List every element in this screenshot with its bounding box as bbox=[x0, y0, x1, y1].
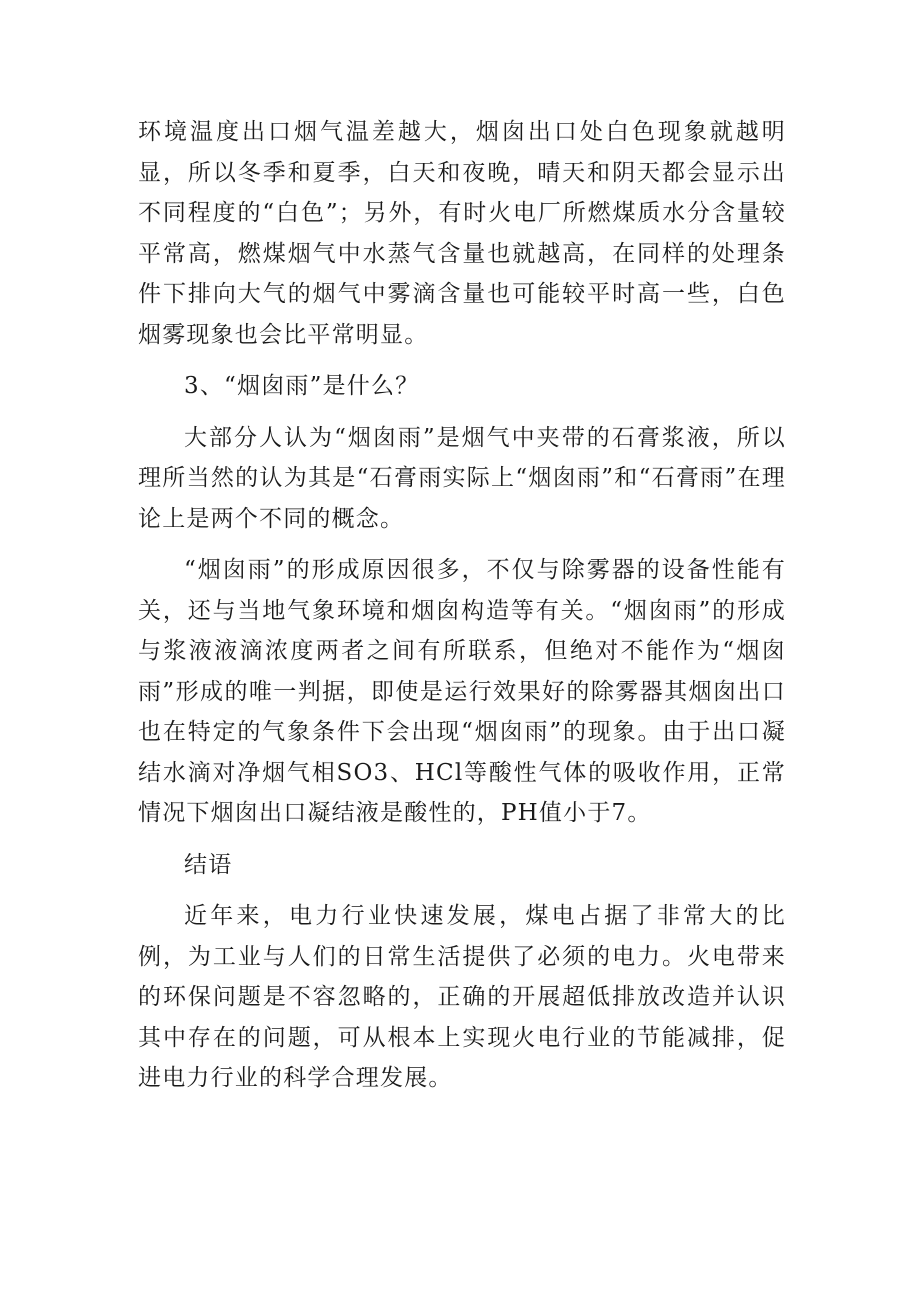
section-heading-chimney-rain: 3、“烟囱雨”是什么？ bbox=[184, 373, 420, 399]
paragraph-misconception: 大部分人认为“烟囱雨”是烟气中夹带的石膏浆液，所以理所当然的认为其是“石膏雨实际上“烟囱雨”和“石膏雨”在理论上是两个不同的概念。 bbox=[138, 424, 786, 532]
paragraph-white-plume: 环境温度出口烟气温差越大，烟囱出口处白色现象就越明显，所以冬季和夏季，白天和夜晚，晴天和阴天都会显示出不同程度的“白色”；另外，有时火电厂所燃煤质水分含量较平常高，燃煤烟气中水蒸气含量也就越高，在同样的处理条件下排向大气的烟气中雾滴含量也可能较平时高一些，白色烟雾现象也会比平常明显。 bbox=[138, 119, 786, 348]
paragraph-formation-causes: “烟囱雨”的形成原因很多，不仅与除雾器的设备性能有关，还与当地气象环境和烟囱构造等有关。“烟囱雨”的形成与浆液液滴浓度两者之间有所联系，但绝对不能作为“烟囱雨”形成的唯一判据，即使是运行效果好的除雾器其烟囱出口也在特定的气象条件下会出现“烟囱雨”的现象。由于出口凝结水滴对净烟气相SO3、HCl等酸性气体的吸收作用，正常情况下烟囱出口凝结液是酸性的，PH值小于7。 bbox=[138, 557, 786, 826]
paragraph-conclusion: 近年来，电力行业快速发展，煤电占据了非常大的比例，为工业与人们的日常生活提供了必须的电力。火电带来的环保问题是不容忽略的，正确的开展超低排放改造并认识其中存在的问题，可从根本上实现火电行业的节能减排，促进电力行业的科学合理发展。 bbox=[138, 903, 786, 1091]
section-heading-conclusion: 结语 bbox=[184, 851, 233, 878]
document-body bbox=[138, 112, 786, 1110]
